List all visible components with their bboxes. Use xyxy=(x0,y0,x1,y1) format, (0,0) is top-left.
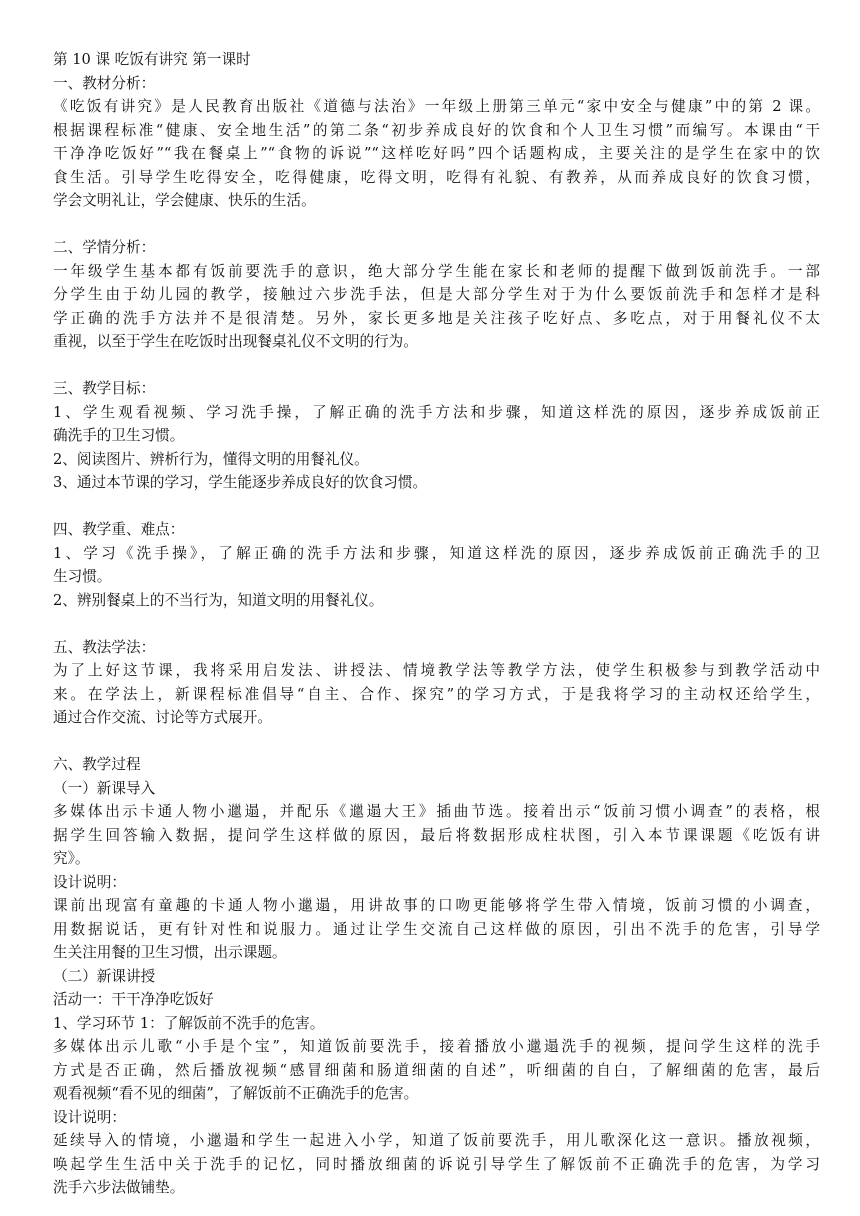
section-heading-process: 六、教学过程 xyxy=(53,756,141,773)
subheading-intro: （一）新课导入 xyxy=(53,779,156,797)
section-heading-textbook-analysis: 一、教材分析： xyxy=(53,74,156,92)
paragraph-line: 《吃饭有讲究》是人民教育出版社《道德与法治》一年级上册第三单元“家中安全与健康”中的第 2 课。 xyxy=(53,98,820,115)
paragraph-line: 方式是否正确，然后播放视频“感冒细菌和肠道细菌的自述”，听细菌的自白，了解细菌的危害，最后 xyxy=(53,1061,820,1079)
paragraph-line: 学正确的洗手方法并不是很清楚。另外，家长更多地是关注孩子吃好点、多吃点，对于用餐礼仪不太 xyxy=(53,309,820,327)
design-note-label: 设计说明： xyxy=(53,1108,126,1126)
paragraph-line: 2、阅读图片、辨析行为，懂得文明的用餐礼仪。 xyxy=(53,450,369,468)
paragraph-line: 一年级学生基本都有饭前要洗手的意识，绝大部分学生能在家长和老师的提醒下做到饭前洗手。一部 xyxy=(53,262,820,280)
paragraph-line: 2、辨别餐桌上的不当行为，知道文明的用餐礼仪。 xyxy=(53,591,384,609)
paragraph-line: 多媒体出示卡通人物小邋遢，并配乐《邋遢大王》插曲节选。接着出示“饭前习惯小调查”的表格，根 xyxy=(53,803,820,820)
paragraph-line: 生习惯。 xyxy=(53,568,112,585)
paragraph-line: 唤起学生生活中关于洗手的记忆，同时播放细菌的诉说引导学生了解饭前不正确洗手的危害，为学习 xyxy=(53,1155,820,1173)
document-title: 第 10 课 吃饭有讲究 第一课时 xyxy=(53,51,251,68)
paragraph-line: 重视，以至于学生在吃饭时出现餐桌礼仪不文明的行为。 xyxy=(53,333,418,350)
paragraph-line: 究》。 xyxy=(53,850,90,867)
design-note-label: 设计说明： xyxy=(53,873,126,891)
paragraph-line: 3、通过本节课的学习，学生能逐步养成良好的饮食习惯。 xyxy=(53,474,428,491)
spacer xyxy=(53,213,820,237)
step-heading: 1、学习环节 1：了解饭前不洗手的危害。 xyxy=(53,1014,325,1032)
paragraph-line: 干净净吃饭好”“我在餐桌上”“食物的诉说”“这样吃好吗”四个话题构成，主要关注的是学生在家中的饮 xyxy=(53,145,820,162)
section-heading-teaching-goals: 三、教学目标： xyxy=(53,380,156,397)
paragraph-line: 多媒体出示儿歌“小手是个宝”，知道饭前要洗手，接着播放小邋遢洗手的视频，提问学生这样的洗手 xyxy=(53,1038,820,1055)
paragraph-line: 来。在学法上，新课程标准倡导“自主、合作、探究”的学习方式，于是我将学习的主动权还给学生， xyxy=(53,685,820,703)
paragraph-line: 延续导入的情境，小邋遢和学生一起进入小学，知道了饭前要洗手，用儿歌深化这一意识。播放视频， xyxy=(53,1132,820,1149)
paragraph-line: 1、学生观看视频、学习洗手操，了解正确的洗手方法和步骤，知道这样洗的原因，逐步养成饭前正 xyxy=(53,403,820,421)
subheading-new-lesson: （二）新课讲授 xyxy=(53,967,156,985)
paragraph-line: 洗手六步法做铺垫。 xyxy=(53,1179,185,1196)
paragraph-line: 1、学习《洗手操》，了解正确的洗手方法和步骤，知道这样洗的原因，逐步养成饭前正确洗手的卫 xyxy=(53,544,820,562)
activity-heading: 活动一：干干净净吃饭好 xyxy=(53,991,214,1008)
spacer xyxy=(53,612,820,636)
section-heading-methods: 五、教法学法： xyxy=(53,638,156,656)
paragraph-line: 食生活。引导学生吃得安全，吃得健康，吃得文明，吃得有礼貌、有教养，从而养成良好的饮食习惯， xyxy=(53,168,820,186)
paragraph-line: 课前出现富有童趣的卡通人物小邋遢，用讲故事的口吻更能够将学生带入情境，饭前习惯的小调查， xyxy=(53,897,820,914)
paragraph-line: 观看视频“看不见的细菌”，了解饭前不正确洗手的危害。 xyxy=(53,1085,419,1102)
paragraph-line: 分学生由于幼儿园的教学，接触过六步洗手法，但是大部分学生对于为什么要饭前洗手和怎样才是科 xyxy=(53,286,820,303)
spacer xyxy=(53,495,820,519)
section-heading-key-points: 四、教学重、难点： xyxy=(53,521,185,538)
paragraph-line: 通过合作交流、讨论等方式展开。 xyxy=(53,709,272,726)
spacer xyxy=(53,354,820,378)
paragraph-line: 为了上好这节课，我将采用启发法、讲授法、情境教学法等教学方法，使学生积极参与到教学活动中 xyxy=(53,662,820,679)
paragraph-line: 确洗手的卫生习惯。 xyxy=(53,427,185,444)
paragraph-line: 学会文明礼让，学会健康、快乐的生活。 xyxy=(53,192,316,209)
spacer xyxy=(53,730,820,754)
section-heading-student-analysis: 二、学情分析： xyxy=(53,239,156,256)
paragraph-line: 据学生回答输入数据，提问学生这样做的原因，最后将数据形成柱状图，引入本节课课题《吃饭有讲 xyxy=(53,826,820,844)
paragraph-line: 用数据说话，更有针对性和说服力。通过让学生交流自己这样做的原因，引出不洗手的危害，引导学 xyxy=(53,920,820,938)
paragraph-line: 根据课程标准“健康、安全地生活”的第二条“初步养成良好的饮食和个人卫生习惯”而编写。本课由“干 xyxy=(53,121,820,139)
paragraph-line: 生关注用餐的卫生习惯，出示课题。 xyxy=(53,944,287,961)
